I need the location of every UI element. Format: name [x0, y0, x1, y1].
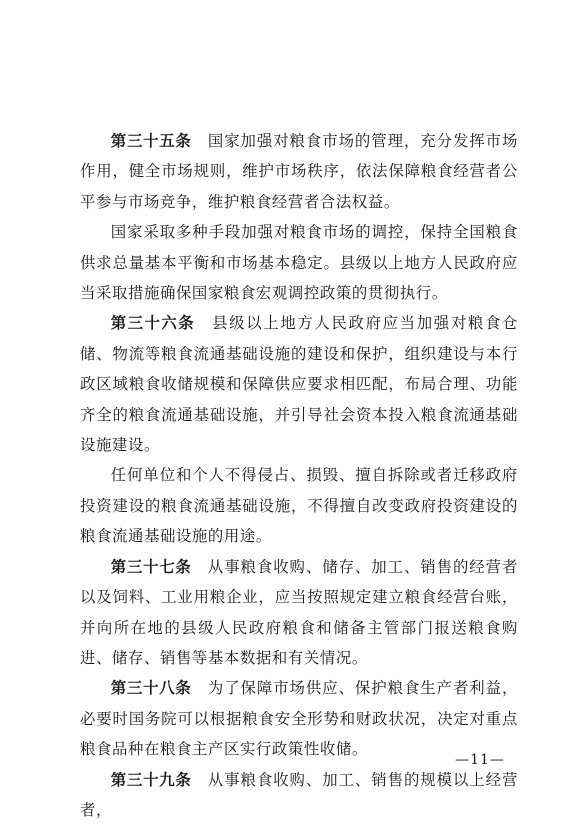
paragraph-article-36-2: [80, 460, 518, 551]
document-body: [80, 126, 518, 825]
paragraph-article-37: [80, 552, 518, 674]
paragraph-article-38: [80, 673, 518, 764]
paragraph-text: 为了保障市场供应、保护粮食生产者利益，必要时国务院可以根据粮食安全形势和财政状况，决定对重点粮食品种在粮食主产区实行政策性收储。: [80, 679, 518, 759]
article-heading: 第三十九条: [110, 770, 192, 789]
paragraph-article-39: [80, 765, 518, 825]
paragraph-article-35-2: [80, 217, 518, 308]
paragraph-article-35: [80, 126, 518, 217]
paragraph-text: 任何单位和个人不得侵占、损毁、擅自拆除或者迁移政府投资建设的粮食流通基础设施，不得擅自改变政府投资建设的粮食流通基础设施的用途。: [80, 466, 518, 546]
paragraph-text: 县级以上地方人民政府应当加强对粮食仓储、物流等粮食流通基础设施的建设和保护，组织建设与本行政区域粮食收储规模和保障供应要求相匹配，布局合理、功能齐全的粮食流通基础设施，并引导社会资本投入粮食流通基础设施建设。: [80, 314, 518, 455]
article-heading: 第三十六条: [110, 314, 196, 333]
paragraph-article-36: [80, 308, 518, 460]
paragraph-text: 从事粮食收购、加工、销售的规模以上经营者，: [80, 770, 518, 819]
paragraph-text: 国家采取多种手段加强对粮食市场的调控，保持全国粮食供求总量基本平衡和市场基本稳定。县级以上地方人民政府应当采取措施确保国家粮食宏观调控政策的贯彻执行。: [80, 223, 518, 303]
paragraph-text: 从事粮食收购、储存、加工、销售的经营者以及饲料、工业用粮企业，应当按照规定建立粮食经营台账，并向所在地的县级人民政府粮食和储备主管部门报送粮食购进、储存、销售等基本数据和有关情况。: [80, 557, 518, 667]
article-heading: 第三十八条: [110, 679, 192, 698]
article-heading: 第三十五条: [110, 132, 192, 150]
article-heading: 第三十七条: [110, 557, 192, 576]
paragraph-text: 国家加强对粮食市场的管理，充分发挥市场作用，健全市场规则，维护市场秩序，依法保障粮食经营者公平参与市场竞争，维护粮食经营者合法权益。: [80, 132, 518, 211]
page-number: —11—: [455, 752, 505, 768]
